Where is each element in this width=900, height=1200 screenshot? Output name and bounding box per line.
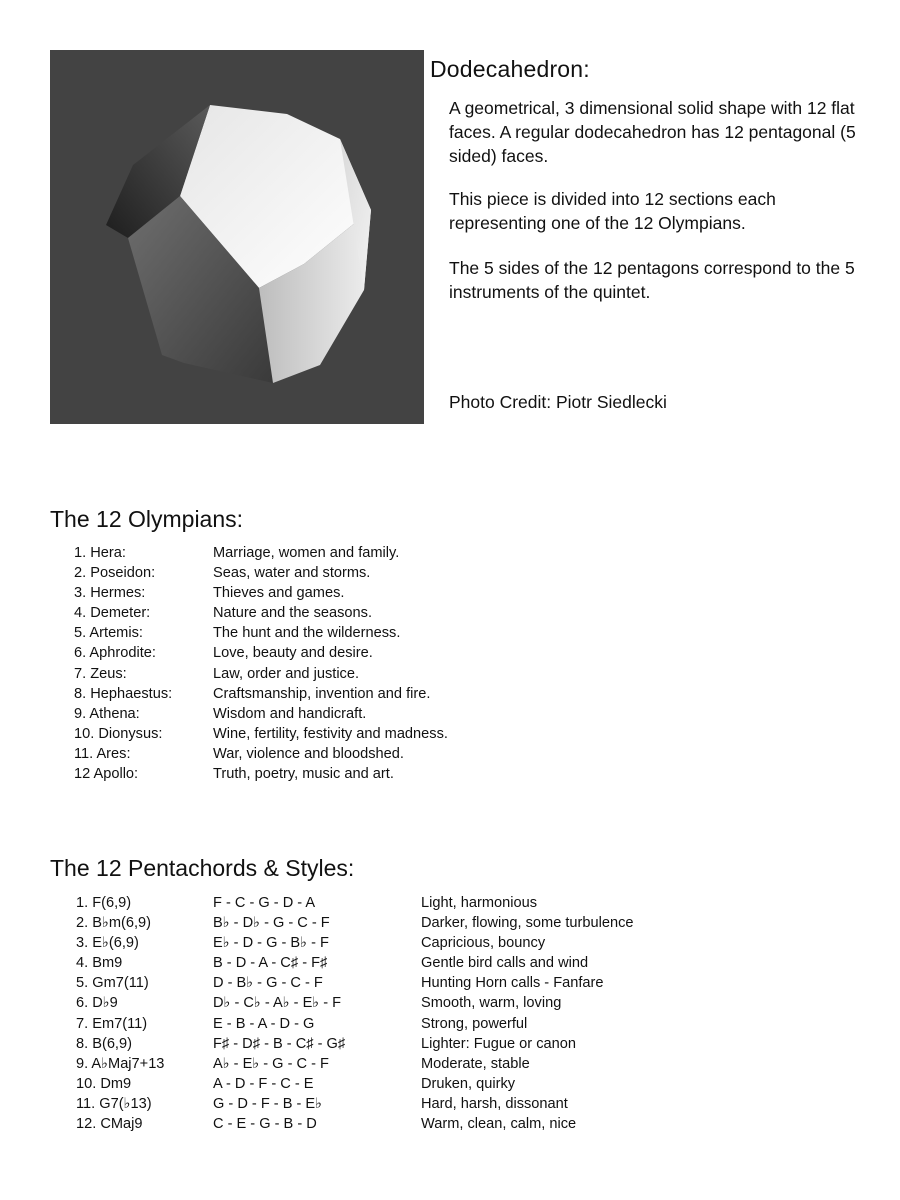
chord-style: Capricious, bouncy — [421, 935, 546, 952]
olympian-name: 10. Dionysus: — [74, 725, 163, 742]
olympian-domain: Nature and the seasons. — [213, 605, 373, 622]
chord-name: 1. F(6,9) — [76, 895, 132, 911]
olympian-name: 8. Hephaestus: — [74, 685, 173, 702]
olympian-name: 1. Hera: — [74, 545, 126, 561]
olympian-name: 12 Apollo: — [74, 766, 139, 783]
chord-name: 8. B(6,9) — [76, 1035, 132, 1052]
olympian-domain: Thieves and games. — [213, 585, 345, 602]
chord-notes: E - B - A - D - G — [213, 1015, 315, 1032]
olympian-domain: Seas, water and storms. — [213, 565, 371, 582]
olympian-name: 2. Poseidon: — [74, 565, 156, 582]
chord-notes: A♭ - E♭ - G - C - F — [213, 1055, 329, 1072]
chord-style: Hunting Horn calls - Fanfare — [421, 975, 604, 992]
chord-name: 10. Dm9 — [76, 1075, 132, 1092]
olympian-name: 5. Artemis: — [74, 625, 143, 642]
olympian-domain: The hunt and the wilderness. — [213, 625, 401, 642]
chord-name: 7. Em7(11) — [76, 1015, 148, 1032]
sections-paragraph: This piece is divided into 12 sections each representing one of the 12 Olympians. — [449, 189, 776, 233]
chord-name: 9. A♭Maj7+13 — [76, 1055, 165, 1072]
instruments-paragraph: The 5 sides of the 12 pentagons correspond to the 5 instruments of the quintet. — [449, 258, 855, 302]
chord-style: Strong, powerful — [421, 1015, 528, 1032]
chord-notes: G - D - F - B - E♭ — [213, 1095, 323, 1112]
chord-notes: E♭ - D - G - B♭ - F — [213, 935, 329, 952]
chord-name: 12. CMaj9 — [76, 1116, 143, 1133]
dodecahedron-title: Dodecahedron: — [430, 56, 590, 82]
chord-notes: D♭ - C♭ - A♭ - E♭ - F — [213, 995, 342, 1012]
chord-style: Warm, clean, calm, nice — [421, 1116, 577, 1133]
chord-notes: F♯ - D♯ - B - C♯ - G♯ — [213, 1035, 346, 1052]
chord-style: Smooth, warm, loving — [421, 995, 562, 1012]
olympians-title: The 12 Olympians: — [50, 506, 244, 532]
chord-notes: D - B♭ - G - C - F — [213, 975, 323, 992]
chord-style: Hard, harsh, dissonant — [421, 1095, 568, 1112]
chord-notes: F - C - G - D - A — [213, 895, 316, 911]
olympian-domain: Love, beauty and desire. — [213, 645, 373, 662]
chord-notes: B♭ - D♭ - G - C - F — [213, 915, 330, 932]
chord-notes: C - E - G - B - D — [213, 1116, 317, 1133]
olympian-domain: War, violence and bloodshed. — [213, 745, 404, 762]
olympian-domain: Law, order and justice. — [213, 665, 360, 682]
chord-style: Gentle bird calls and wind — [421, 955, 589, 972]
chord-name: 4. Bm9 — [76, 955, 123, 972]
olympian-name: 7. Zeus: — [74, 665, 127, 682]
chord-notes: B - D - A - C♯ - F♯ — [213, 955, 328, 972]
chord-name: 3. E♭(6,9) — [76, 935, 139, 952]
chord-style: Lighter: Fugue or canon — [421, 1035, 576, 1052]
olympian-domain: Truth, poetry, music and art. — [213, 766, 394, 783]
dodecahedron-image — [50, 50, 424, 424]
olympian-domain: Wisdom and handicraft. — [213, 705, 367, 722]
olympian-domain: Wine, fertility, festivity and madness. — [213, 725, 448, 742]
chord-style: Druken, quirky — [421, 1075, 516, 1092]
chord-style: Darker, flowing, some turbulence — [421, 915, 634, 932]
chord-name: 11. G7(♭13) — [76, 1095, 152, 1112]
chord-name: 2. B♭m(6,9) — [76, 915, 152, 932]
chord-name: 6. D♭9 — [76, 995, 118, 1012]
olympian-name: 6. Aphrodite: — [74, 645, 156, 662]
olympian-domain: Craftsmanship, invention and fire. — [213, 685, 431, 702]
definition-paragraph: A geometrical, 3 dimensional solid shape with 12 flat faces. A regular dodecahedron has 12 pentagonal (5 sided) faces. — [449, 98, 856, 166]
chord-notes: A - D - F - C - E — [213, 1075, 314, 1092]
olympian-domain: Marriage, women and family. — [213, 545, 400, 561]
olympian-name: 9. Athena: — [74, 705, 140, 722]
chord-style: Moderate, stable — [421, 1055, 530, 1072]
chord-style: Light, harmonious — [421, 895, 538, 911]
chord-name: 5. Gm7(11) — [76, 975, 149, 992]
photo-credit: Photo Credit: Piotr Siedlecki — [449, 392, 667, 412]
olympian-name: 4. Demeter: — [74, 605, 151, 622]
olympian-name: 11. Ares: — [74, 745, 131, 762]
olympian-name: 3. Hermes: — [74, 585, 146, 602]
pentachords-title: The 12 Pentachords & Styles: — [50, 855, 355, 881]
dodecahedron-photo — [50, 50, 424, 424]
